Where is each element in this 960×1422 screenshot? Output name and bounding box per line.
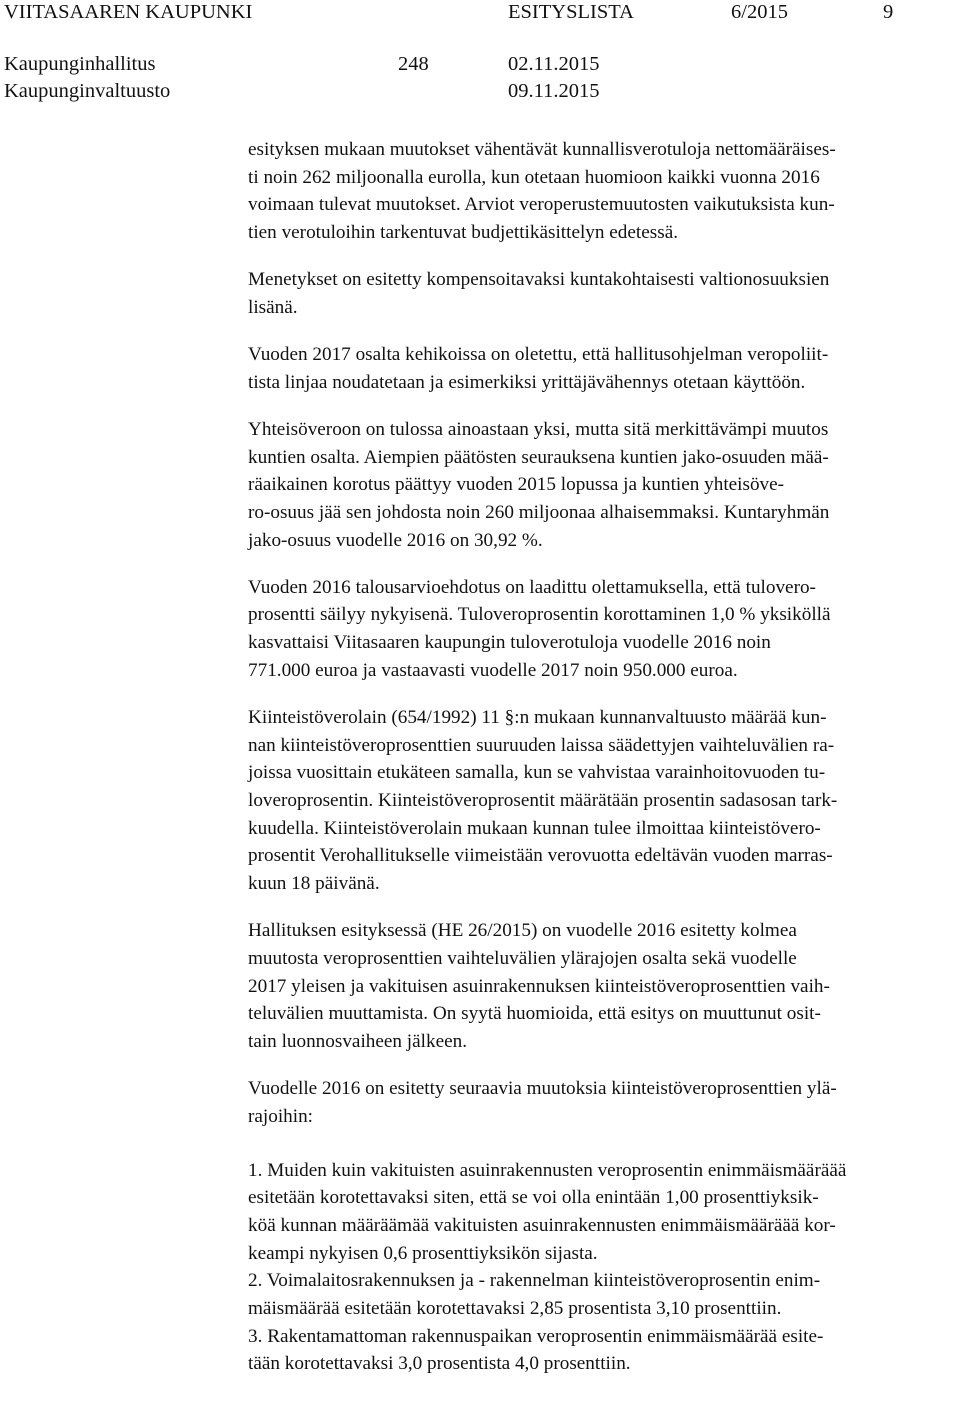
paragraph: Yhteisöveroon on tulossa ainoastaan yksi, mutta sitä merkittävämpi muutos kuntien osalta. Aiempien päätösten seurauksena kuntien jako-osuuden mää- räaikainen korotus päättyy vuoden 2015 lopussa ja kuntien yhteisöve- ro-osuus jää sen johdosta noin 260 miljoonaa alhaisemmaksi. Kuntaryhmän jako-osuus vuodelle 2016 on 30,92 %. <box>248 418 830 551</box>
document-body <box>248 136 960 1378</box>
paragraph: Hallituksen esityksessä (HE 26/2015) on vuodelle 2016 esitetty kolmea muutosta veroprosenttien vaihteluvälien ylärajojen osalta sekä vuodelle 2017 yleisen ja vakituisen asuinrakennuksen kiinteistöveroprosenttien vaih- teluvälien muuttamista. On syytä huomioida, että esitys on muuttunut osit- tain luonnosvaiheen jälkeen. <box>248 920 830 1053</box>
list-item: 1. Muiden kuin vakituisten asuinrakennusten veroprosentin enimmäismääräää esitetään korotettavaksi siten, että se voi olla enintään 1,00 prosenttiyksik- köä kunnan määräämää vakituisten asuinrakennusten enimmäismääräää kor- keampi nykyisen 0,6 prosenttiyksikön sijasta. <box>248 1159 847 1264</box>
section-number: 248 <box>398 53 429 75</box>
list-item: 2. Voimalaitosrakennuksen ja - rakennelman kiinteistöveroprosentin enim- mäismäärää esitetään korotettavaksi 2,85 prosentista 3,10 prosenttiin. <box>248 1270 821 1320</box>
body-name: Kaupunginhallitus <box>4 53 156 75</box>
list-item: 3. Rakentamattoman rakennuspaikan veroprosentin enimmäismäärää esite- tään korotettavaksi 3,0 prosentista 4,0 prosenttiin. <box>248 1325 824 1375</box>
issue-number: 6/2015 <box>731 1 788 23</box>
paragraph: Menetykset on esitetty kompensoitavaksi kuntakohtaisesti valtionosuuksien lisänä. <box>248 269 830 318</box>
numbered-list <box>248 1157 960 1379</box>
paragraph: Vuoden 2017 osalta kehikoissa on oletettu, että hallitusohjelman veropoliit- tista linjaa noudatetaan ja esimerkiksi yrittäjävähennys otetaan käyttöön. <box>248 344 829 393</box>
body-name: Kaupunginvaltuusto <box>4 80 171 102</box>
paragraph: Kiinteistöverolain (654/1992) 11 §:n mukaan kunnanvaltuusto määrää kun- nan kiinteistöveroprosenttien suuruuden laissa säädettyjen vaihteluvälien ra- joissa vuosittain etukäteen samalla, kun se vahvistaa varainhoitovuoden tu- loveroprosentin. Kiinteistöveroprosentit määrätään prosentin sadasosan tark- kuudella. Kiinteistöverolain mukaan kunnan tulee ilmoittaa kiinteistövero- prosentit Verohallitukselle viimeistään verovuotta edeltävän vuoden marras- kuun 18 päivänä. <box>248 706 838 895</box>
paragraph: Vuoden 2016 talousarvioehdotus on laadittu olettamuksella, että tulovero- prosentti säilyy nykyisenä. Tuloveroprosentin korottaminen 1,0 % yksiköllä kasvattaisi Viitasaaren kaupungin tuloverotuloja vuodelle 2016 noin 771.000 euroa ja vastaavasti vuodelle 2017 noin 950.000 euroa. <box>248 576 831 681</box>
document-type: ESITYSLISTA <box>508 1 634 23</box>
paragraph: esityksen mukaan muutokset vähentävät kunnallisverotuloja nettomääräises- ti noin 262 miljoonalla eurolla, kun otetaan huomioon kaikki vuonna 2016 voimaan tulevat muutokset. Arviot veroperustemuutosten vaikutuksista kun- tien verotuloihin tarkentuvat budjettikäsittelyn edetessä. <box>248 139 836 244</box>
page-number: 9 <box>883 1 894 23</box>
meeting-date: 02.11.2015 <box>508 53 600 75</box>
meeting-date: 09.11.2015 <box>508 80 600 102</box>
paragraph: Vuodelle 2016 on esitetty seuraavia muutoksia kiinteistöveroprosenttien ylä- rajoihin: <box>248 1078 837 1127</box>
org-name: VIITASAAREN KAUPUNKI <box>4 1 253 23</box>
